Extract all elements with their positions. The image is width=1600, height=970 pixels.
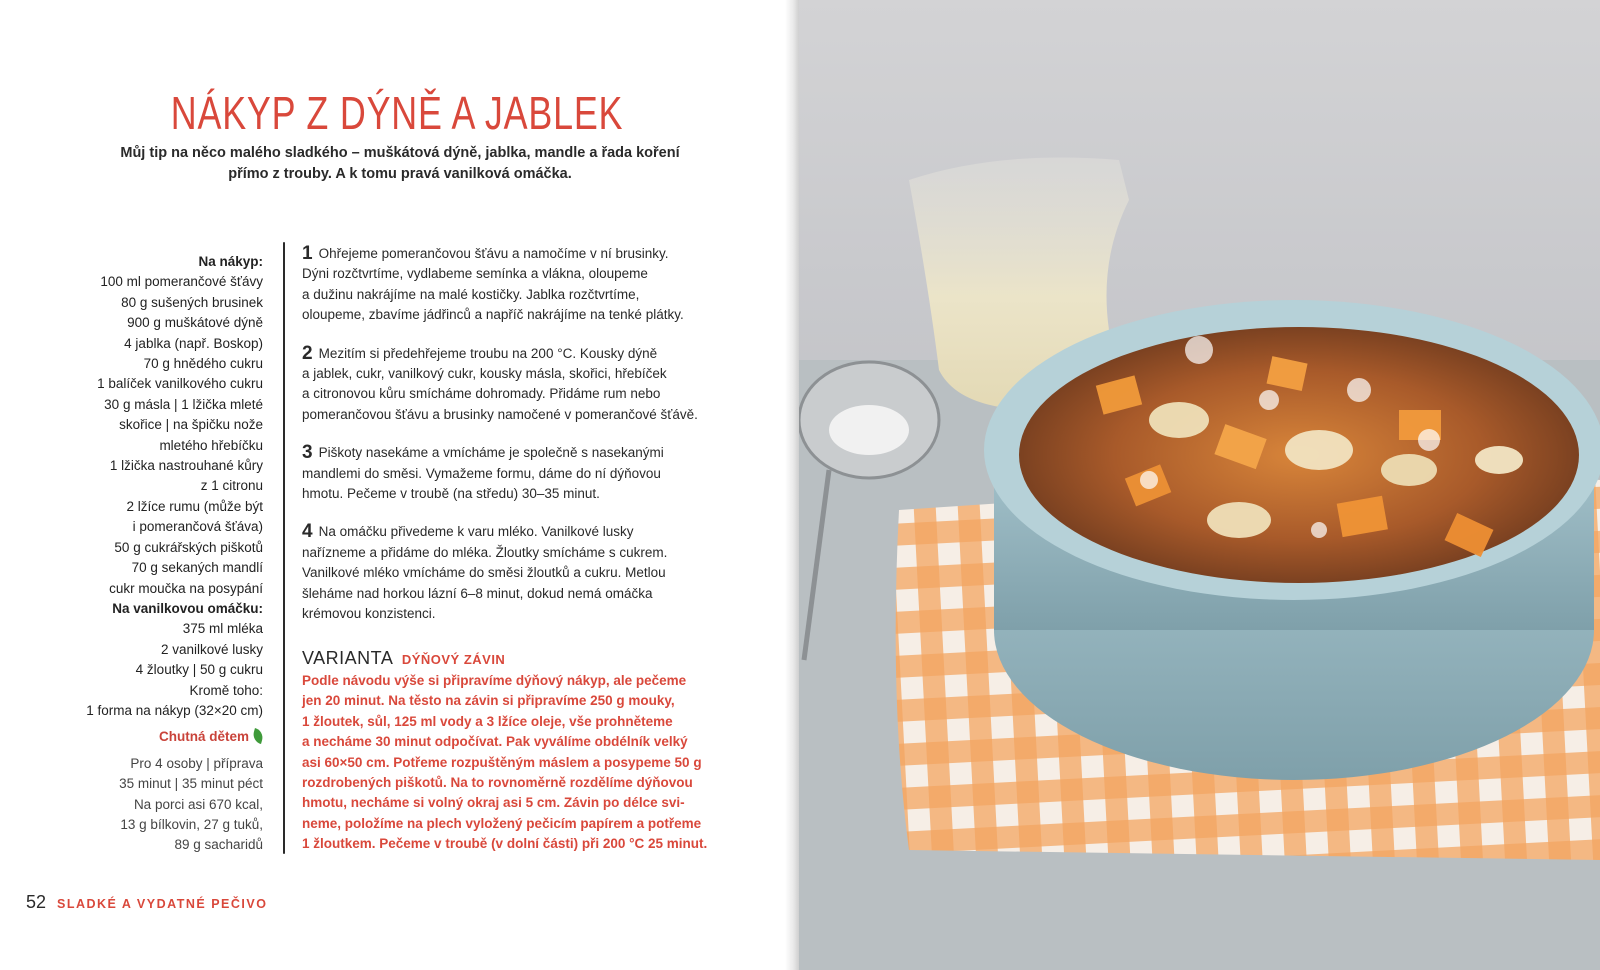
step-line <box>302 264 714 284</box>
ingredient-item: z 1 citronu <box>200 478 263 494</box>
method-step <box>302 522 714 624</box>
step-text: a citronovou kůru smícháme dohromady. Přidáme rum nebo <box>302 386 661 402</box>
step-line <box>302 305 714 325</box>
ingredient-heading: Na vanilkovou omáčku: <box>112 600 263 616</box>
ingredient-heading: Na nákyp: <box>198 254 263 269</box>
ingredient-item: 70 g sekaných mandlí <box>131 560 263 576</box>
step-line <box>302 344 714 364</box>
ingredient-item: cukr moučka na posypání <box>109 580 263 596</box>
ingredient-item: 1 balíček vanilkového cukru <box>97 376 263 392</box>
ingredient-item: skořice | na špičku nože <box>119 417 263 433</box>
variant-line: a necháme 30 minut odpočívat. Pak vyválíme obdélník velký <box>302 734 688 750</box>
step-number: 3 <box>302 442 313 464</box>
intro-line: Můj tip na něco malého sladkého – muškátová dýně, jablka, mandle a řada koření <box>120 145 680 161</box>
step-text: Vanilkové mléko vmícháme do směsi žloutků a cukru. Metlou <box>302 565 666 581</box>
kids-label: Chutná dětem <box>158 729 249 745</box>
step-line <box>302 285 714 305</box>
ingredients-list <box>33 252 263 856</box>
ingredient-item: 4 žloutky | 50 g cukru <box>135 662 263 678</box>
variant-line: asi 60×50 cm. Potřeme rozpuštěným máslem a posypeme 50 g <box>302 754 702 770</box>
ingredient-item: 80 g sušených brusinek <box>121 294 263 310</box>
step-line <box>302 405 714 425</box>
ingredient-item: i pomerančová šťáva) <box>132 519 263 535</box>
ingredient-item: Kromě toho: <box>189 682 263 698</box>
info-line: Pro 4 osoby | příprava <box>130 755 263 771</box>
step-line <box>302 584 714 604</box>
method-step <box>302 443 714 504</box>
ingredient-item: 2 vanilkové lusky <box>160 641 263 657</box>
step-text: Na omáčku přivedeme k varu mléko. Vanilkové lusky <box>318 524 634 540</box>
photo-illustration <box>799 0 1600 970</box>
step-text: a dužinu nakrájíme na malé kostičky. Jablka rozčtvrtíme, <box>302 286 640 302</box>
method-step <box>302 344 714 426</box>
variant-line: jen 20 minut. Na těsto na závin si připravíme 250 g mouky, <box>302 693 675 709</box>
step-text: krémovou konzistenci. <box>302 606 436 622</box>
step-text: Ohřejeme pomerančovou šťávu a namočíme v ní brusinky. <box>318 246 669 261</box>
method-steps <box>302 244 714 643</box>
variant-line: rozdrobených piškotů. Na to rovnoměrně rozdělíme dýňovou <box>302 775 693 791</box>
step-line <box>302 244 714 264</box>
step-text: Piškoty nasekáme a vmícháme je společně s nasekanými <box>318 445 664 461</box>
step-text: pomerančovou šťávu a brusinky namočené v pomerančové šťávě. <box>302 406 698 422</box>
variant-line: neme, položíme na plech vyložený pečicím papírem a potřeme <box>302 815 702 831</box>
step-text: Dýni rozčtvrtíme, vydlabeme semínka a vlákna, oloupeme <box>302 266 648 282</box>
variant-text <box>302 671 714 855</box>
step-line <box>302 522 714 542</box>
ingredient-item: 1 forma na nákyp (32×20 cm) <box>86 702 263 718</box>
ingredient-item: 70 g hnědého cukru <box>143 356 263 372</box>
step-line <box>302 563 714 583</box>
ingredient-item: 1 lžička nastrouhané kůry <box>109 458 263 474</box>
info-line: Na porci asi 670 kcal, <box>133 796 263 812</box>
step-text: šleháme nad horkou lázní 6–8 minut, dokud nemá omáčka <box>302 585 653 601</box>
method-step <box>302 244 714 326</box>
step-line <box>302 384 714 404</box>
dish-photo <box>799 0 1600 970</box>
ingredient-item: 375 ml mléka <box>182 621 263 637</box>
section-label: SLADKÉ A VYDATNÉ PEČIVO <box>57 897 268 911</box>
recipe-intro <box>80 143 720 185</box>
step-line <box>302 484 714 504</box>
ingredient-item: 30 g másla | 1 lžička mleté <box>104 396 263 412</box>
left-page <box>0 0 798 970</box>
step-line <box>302 464 714 484</box>
step-number: 2 <box>302 342 313 364</box>
variant-line: 1 žloutek, sůl, 125 ml vody a 3 lžíce oleje, vše prohněteme <box>302 713 673 729</box>
variant-line: 1 žloutkem. Pečeme v troubě (v dolní části) při 200 °C 25 minut. <box>302 836 708 852</box>
step-line <box>302 604 714 624</box>
page-number: 52 <box>26 892 47 912</box>
variant-subtitle: DÝŇOVÝ ZÁVIN <box>401 652 506 667</box>
column-divider <box>283 242 285 854</box>
step-line <box>302 364 714 384</box>
ingredient-item: 2 lžíce rumu (může být <box>126 498 263 514</box>
intro-line: přímo z trouby. A k tomu pravá vanilková omáčka. <box>228 166 572 182</box>
variant-section <box>302 648 714 855</box>
ingredient-item: 100 ml pomerančové šťávy <box>100 274 263 290</box>
step-line <box>302 443 714 463</box>
ingredient-item: 50 g cukrářských piškotů <box>114 539 263 555</box>
sugar <box>829 405 909 455</box>
recipe-title: NÁKYP Z DÝNĚ A JABLEK <box>170 87 624 139</box>
variant-title: VARIANTA <box>302 648 394 668</box>
step-text: nařízneme a přidáme do mléka. Žloutky smícháme s cukrem. <box>302 544 668 560</box>
info-line: 13 g bílkovin, 27 g tuků, <box>120 816 263 832</box>
leaf-icon <box>251 728 264 744</box>
ingredient-item: 4 jablka (např. Boskop) <box>124 335 263 351</box>
step-number: 4 <box>302 521 313 543</box>
info-line: 35 minut | 35 minut péct <box>119 776 263 792</box>
step-text: mandlemi do směsi. Vymažeme formu, dáme do ní dýňovou <box>302 465 661 481</box>
variant-line: hmotu, necháme si volný okraj asi 5 cm. Závin po délce svi- <box>302 795 685 811</box>
step-text: Mezitím si předehřejeme troubu na 200 °C. Kousky dýně <box>318 345 658 361</box>
step-text: hmotu. Pečeme v troubě (na středu) 30–35 minut. <box>302 486 600 502</box>
step-text: a jablek, cukr, vanilkový cukr, kousky másla, skořici, hřebíček <box>302 366 667 382</box>
ingredient-item: mletého hřebíčku <box>159 437 263 453</box>
ingredient-item: 900 g muškátové dýně <box>127 315 263 331</box>
book-spine <box>785 0 799 970</box>
nutrition-info <box>33 754 263 856</box>
step-number: 1 <box>302 243 313 264</box>
step-line <box>302 543 714 563</box>
step-text: oloupeme, zbavíme jádřinců a napříč nakrájíme na tenké plátky. <box>302 307 684 323</box>
kids-badge <box>33 727 263 747</box>
info-line: 89 g sacharidů <box>174 837 263 853</box>
variant-line: Podle návodu výše si připravíme dýňový nákyp, ale pečeme <box>302 673 687 688</box>
